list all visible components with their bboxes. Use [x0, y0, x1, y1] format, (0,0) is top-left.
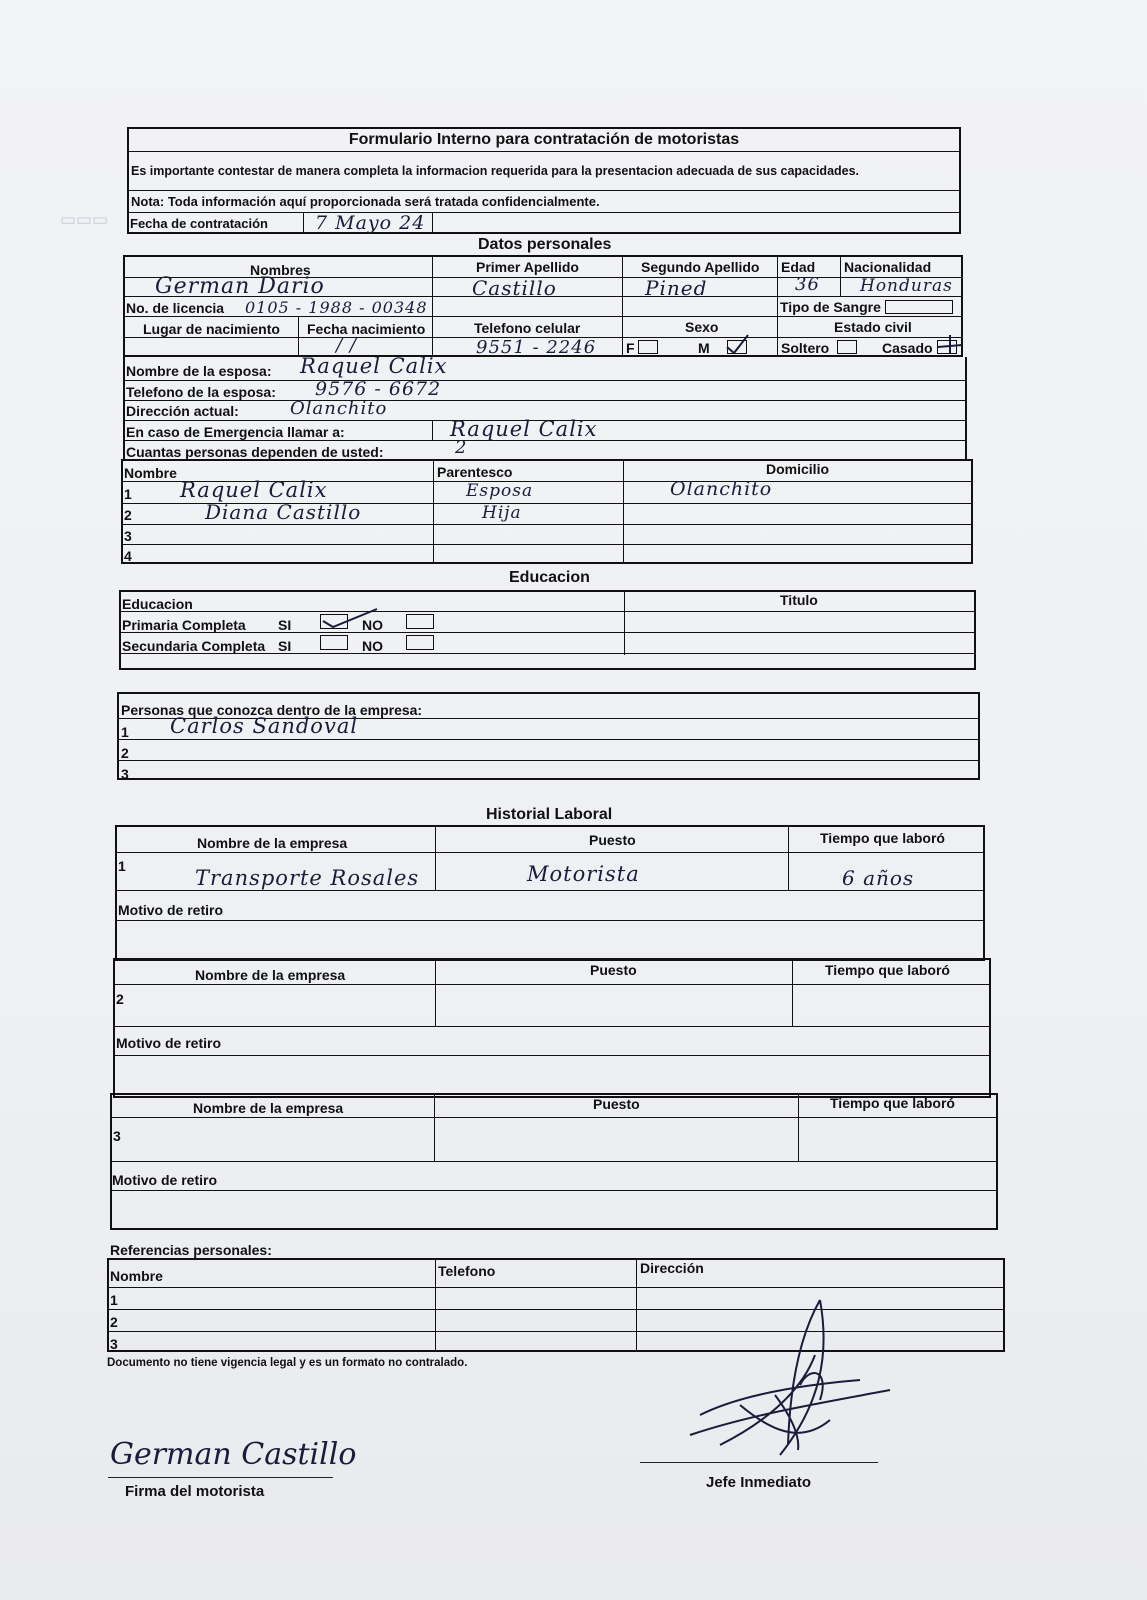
primary-label: Primaria Completa: [122, 617, 246, 633]
spouse-phone-value: 9576 - 6672: [315, 378, 442, 400]
reason-label: Motivo de retiro: [112, 1172, 218, 1188]
sex-m-label: M: [698, 340, 710, 356]
table-row-number: 2: [116, 991, 124, 1007]
birthplace-label: Lugar de nacimiento: [143, 321, 280, 337]
dep-name-label: Nombre: [124, 465, 177, 481]
table-row-number: 3: [110, 1336, 118, 1352]
personal-section-title: Datos personales: [478, 236, 612, 253]
address-value: Olanchito: [290, 398, 388, 419]
company-label: Nombre de la empresa: [193, 1100, 344, 1116]
table-row-number: 3: [113, 1128, 121, 1144]
table-row-number: 1: [110, 1292, 118, 1308]
hire-date-value: 7 Mayo 24: [315, 212, 426, 234]
job-company: Transporte Rosales: [195, 866, 420, 890]
spouse-phone-label: Telefono de la esposa:: [126, 384, 276, 400]
single-label: Soltero: [781, 340, 830, 356]
position-label: Puesto: [590, 962, 637, 978]
education-table: [119, 590, 976, 670]
married-checkbox[interactable]: [937, 340, 957, 354]
spouse-value: Raquel Calix: [300, 354, 448, 378]
time-label: Tiempo que laboró: [830, 1095, 955, 1111]
ref-name-label: Nombre: [110, 1268, 163, 1284]
phone-label: Telefono celular: [474, 320, 581, 336]
age-label: Edad: [781, 259, 816, 275]
sex-f-checkbox[interactable]: [638, 340, 658, 354]
company-label: Nombre de la empresa: [197, 835, 348, 851]
phone-value: 9551 - 2246: [476, 337, 597, 358]
second-surname-value: Pined: [645, 276, 708, 300]
birthdate-label: Fecha nacimiento: [307, 321, 426, 337]
second-surname-label: Segundo Apellido: [641, 259, 760, 275]
table-row-number: 2: [121, 745, 129, 761]
primary-si-label: SI: [278, 617, 292, 633]
single-checkbox[interactable]: [837, 340, 857, 354]
check-mark-icon: [724, 333, 752, 355]
sex-m-checkbox[interactable]: [727, 340, 747, 354]
address-label: Dirección actual:: [126, 403, 239, 419]
boss-signature: [680, 1295, 900, 1465]
form-intro: Es importante contestar de manera completa la informacion requerida para la presentacion adecuada de sus capacidades.: [131, 164, 860, 178]
emergency-value: Raquel Calix: [450, 417, 598, 441]
table-row-number: 3: [124, 528, 132, 544]
driver-signature: German Castillo: [110, 1437, 357, 1472]
primary-no-label: NO: [362, 617, 383, 633]
civil-status-label: Estado civil: [834, 319, 912, 335]
dependents-label: Cuantas personas dependen de usted:: [126, 444, 384, 460]
primary-si-checkbox[interactable]: [320, 614, 348, 629]
education-header: Educacion: [122, 596, 193, 612]
time-label: Tiempo que laboró: [820, 830, 945, 846]
dependent-relation: Esposa: [466, 481, 534, 501]
sex-f-label: F: [626, 340, 635, 356]
secondary-si-label: SI: [278, 638, 292, 654]
birthdate-value: / /: [336, 335, 357, 356]
ref-address-label: Dirección: [640, 1260, 704, 1276]
table-row-number: 1: [121, 724, 129, 740]
dependent-home: Olanchito: [670, 478, 773, 500]
degree-title-label: Titulo: [780, 592, 818, 608]
emergency-label: En caso de Emergencia llamar a:: [126, 424, 345, 440]
job-position: Motorista: [527, 862, 640, 886]
nationality-label: Nacionalidad: [844, 259, 932, 275]
table-row-number: 1: [118, 858, 126, 874]
sex-label: Sexo: [685, 319, 719, 335]
primary-no-checkbox[interactable]: [406, 614, 434, 629]
references-label: Referencias personales:: [110, 1242, 272, 1258]
first-surname-label: Primer Apellido: [476, 259, 579, 275]
disclaimer: Documento no tiene vigencia legal y es un formato no contralado.: [107, 1357, 468, 1369]
table-row-number: 1: [124, 486, 132, 502]
boss-signature-caption: Jefe Inmediato: [706, 1474, 812, 1491]
job-time: 6 años: [842, 866, 915, 890]
names-value: German Dario: [155, 274, 325, 299]
education-section-title: Educacion: [509, 569, 590, 586]
dependents-value: 2: [455, 437, 468, 458]
driver-signature-caption: Firma del motorista: [125, 1483, 265, 1500]
dependent-relation: Hija: [482, 503, 522, 523]
contact-name: Carlos Sandoval: [170, 714, 359, 738]
form-title: Formulario Interno para contratación de motoristas: [348, 131, 740, 148]
nationality-value: Honduras: [860, 276, 953, 296]
dependent-name: Raquel Calix: [180, 478, 328, 502]
license-label: No. de licencia: [126, 300, 225, 316]
reason-label: Motivo de retiro: [116, 1035, 222, 1051]
confidential-note: Nota: Toda información aquí proporcionada será tratada confidencialmente.: [131, 194, 600, 209]
reason-label: Motivo de retiro: [118, 902, 224, 918]
work-section-title: Historial Laboral: [486, 806, 613, 823]
secondary-no-label: NO: [362, 638, 383, 654]
secondary-si-checkbox[interactable]: [320, 635, 348, 650]
dep-home-label: Domicilio: [766, 461, 830, 477]
first-surname-value: Castillo: [472, 276, 557, 300]
married-label: Casado: [882, 340, 933, 356]
ref-phone-label: Telefono: [438, 1263, 496, 1279]
table-row-number: 4: [124, 548, 132, 564]
secondary-no-checkbox[interactable]: [406, 635, 434, 650]
position-label: Puesto: [593, 1096, 640, 1112]
company-label: Nombre de la empresa: [195, 967, 346, 983]
blood-type-label: Tipo de Sangre: [780, 299, 881, 315]
dep-relation-label: Parentesco: [437, 464, 513, 480]
secondary-label: Secundaria Completa: [122, 638, 266, 654]
contacts-label: Personas que conozca dentro de la empresa:: [121, 702, 423, 718]
check-mark-icon: [936, 333, 964, 355]
table-row-number: 2: [110, 1314, 118, 1330]
bleed-through-text: ▭▭▭: [60, 210, 109, 229]
position-label: Puesto: [589, 832, 636, 848]
spouse-label: Nombre de la esposa:: [126, 363, 272, 379]
license-value: 0105 - 1988 - 00348: [245, 298, 428, 317]
names-label: Nombres: [250, 262, 311, 278]
blood-type-field[interactable]: [885, 300, 953, 314]
hire-date-label: Fecha de contratación: [130, 216, 268, 231]
time-label: Tiempo que laboró: [825, 962, 950, 978]
dependent-name: Diana Castillo: [205, 500, 362, 524]
table-row-number: 3: [121, 766, 129, 782]
age-value: 36: [795, 274, 820, 295]
table-row-number: 2: [124, 507, 132, 523]
